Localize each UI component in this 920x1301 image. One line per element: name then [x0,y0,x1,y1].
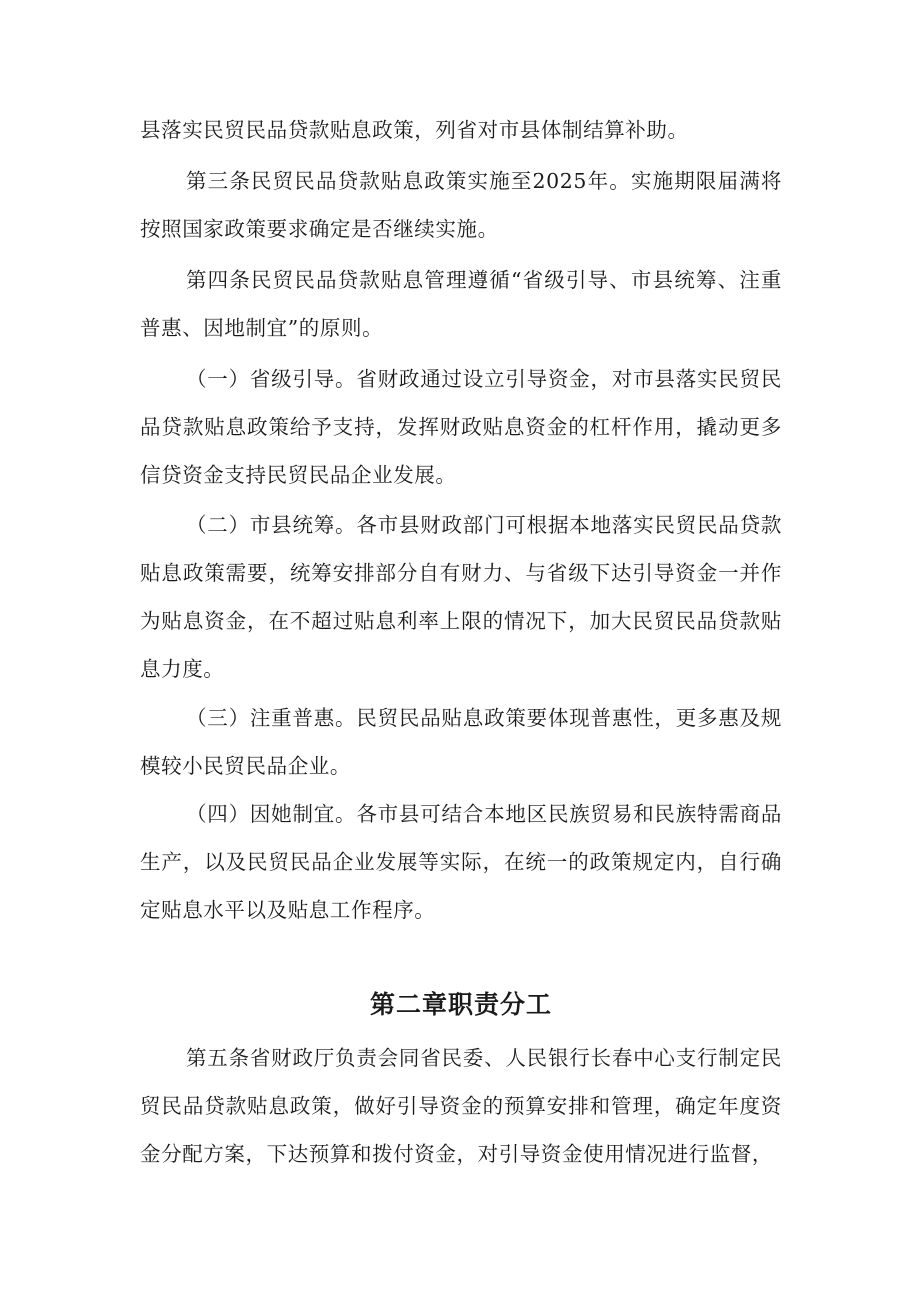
paragraph-continuation: 县落实民贸民品贷款贴息政策，列省对市县体制结算补助。 [140,118,689,142]
chapter-heading: 第二章职责分工 [369,990,552,1019]
paragraph-article-4: 第四条民贸民品贷款贴息管理遵循“省级引导、市县统筹、注重普惠、因地制宜”的原则。 [140,268,782,340]
paragraph-item-3: （三）注重普惠。民贸民品贴息政策要体现普惠性，更多惠及规模较小民贸民品企业。 [140,706,782,778]
paragraph-item-1: （一）省级引导。省财政通过设立引导资金，对市县落实民贸民品贷款贴息政策给予支持，发挥财政贴息资金的杠杆作用，撬动更多信贷资金支持民贸民品企业发展。 [140,367,782,487]
paragraph-item-4: （四）因她制宜。各市县可结合本地区民族贸易和民族特需商品生产，以及民贸民品企业发展等实际，在统一的政策规定内，自行确定贴息水平以及贴息工作程序。 [140,802,782,922]
paragraph-article-3: 第三条民贸民品贷款贴息政策实施至2025年。实施期限届满将按照国家政策要求确定是否继续实施。 [140,169,782,241]
paragraph-item-2: （二）市县统筹。各市县财政部门可根据本地落实民贸民品贷款贴息政策需要，统筹安排部分自有财力、与省级下达引导资金一并作为贴息资金，在不超过贴息利率上限的情况下，加大民贸民品贷款贴息力度。 [140,513,782,681]
paragraph-article-5: 第五条省财政厅负责会同省民委、人民银行长春中心支行制定民贸民品贷款贴息政策，做好引导资金的预算安排和管理，确定年度资金分配方案，下达预算和拨付资金，对引导资金使用情况进行监督， [140,1046,782,1166]
